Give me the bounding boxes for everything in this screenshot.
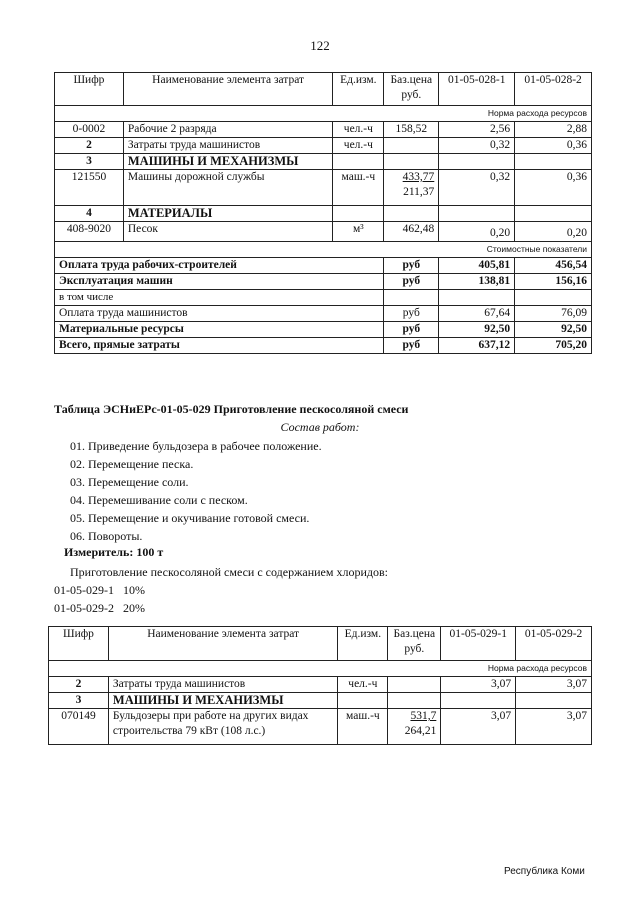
table-row: 121550 Машины дорожной службы маш.-ч 433,77 211,37 0,32 0,36 [55,170,592,206]
work-list [70,437,322,545]
list-item: 06. Повороты. [70,529,143,543]
header-code: Шифр [49,627,109,661]
table-header-row [49,627,592,661]
header-price: Баз.цена руб. [384,73,439,106]
list-item: 03. Перемещение соли. [70,475,189,489]
cost-caption: Стоимостные показатели [55,242,592,258]
resource-table-028 [54,72,592,354]
table-title: Таблица ЭСНиЕРс-01-05-029 Приготовление пескосоляной смеси [54,402,409,416]
cost-row: Материальные ресурсы руб 92,50 92,50 [55,322,592,338]
table-header-row [55,73,592,106]
measure: Измеритель: 100 т [64,545,164,559]
resource-table-029 [48,626,592,745]
list-item: 02. Перемещение песка. [70,457,194,471]
table-row: 3 МАШИНЫ И МЕХАНИЗМЫ [49,693,592,709]
list-item: 04. Перемешивание соли с песком. [70,493,248,507]
header-col-1: 01-05-028-1 [439,73,515,106]
cost-row: Всего, прямые затраты руб 637,12 705,20 [55,338,592,354]
table-row: 0-0002 Рабочие 2 разряда чел.-ч 158,52 2,56 2,88 [55,122,592,138]
cost-row: Оплата труда машинистов руб 67,64 76,09 [55,306,592,322]
list-item: 05. Перемещение и окучивание готовой смеси. [70,511,310,525]
header-price: Баз.цена руб. [388,627,441,661]
table-row: 408-9020 Песок м³ 462,48 0,20 0,20 [55,222,592,242]
header-unit: Ед.изм. [333,73,384,106]
header-code: Шифр [55,73,124,106]
norm-caption: Норма расхода ресурсов [49,661,592,677]
table-row: 2 Затраты труда машинистов чел.-ч 0,32 0,36 [55,138,592,154]
table-row: 2 Затраты труда машинистов чел.-ч 3,07 3,07 [49,677,592,693]
table-row: 070149 Бульдозеры при работе на других видах строительства 79 кВт (108 л.с.) маш.-ч 531,7 264,21 3,07 3,07 [49,709,592,745]
header-col-2: 01-05-029-2 [516,627,592,661]
description: Приготовление пескосоляной смеси с содержанием хлоридов: [70,565,388,579]
variant-2: 01-05-029-2 20% [54,601,145,615]
footer-region: Республика Коми [504,866,585,877]
cost-row: Оплата труда рабочих-строителей руб 405,81 456,54 [55,258,592,274]
header-name: Наименование элемента затрат [123,73,332,106]
work-caption: Состав работ: [280,420,360,434]
page-number: 122 [310,38,330,53]
cost-row: Эксплуатация машин руб 138,81 156,16 [55,274,592,290]
variant-1: 01-05-029-1 10% [54,583,145,597]
header-col-2: 01-05-028-2 [515,73,592,106]
header-name: Наименование элемента затрат [108,627,337,661]
table-row: 3 МАШИНЫ И МЕХАНИЗМЫ [55,154,592,170]
header-unit: Ед.изм. [338,627,388,661]
cost-row: в том числе [55,290,592,306]
list-item: 01. Приведение бульдозера в рабочее положение. [70,439,322,453]
table-row: 4 МАТЕРИАЛЫ [55,206,592,222]
norm-caption: Норма расхода ресурсов [55,106,592,122]
header-col-1: 01-05-029-1 [441,627,516,661]
